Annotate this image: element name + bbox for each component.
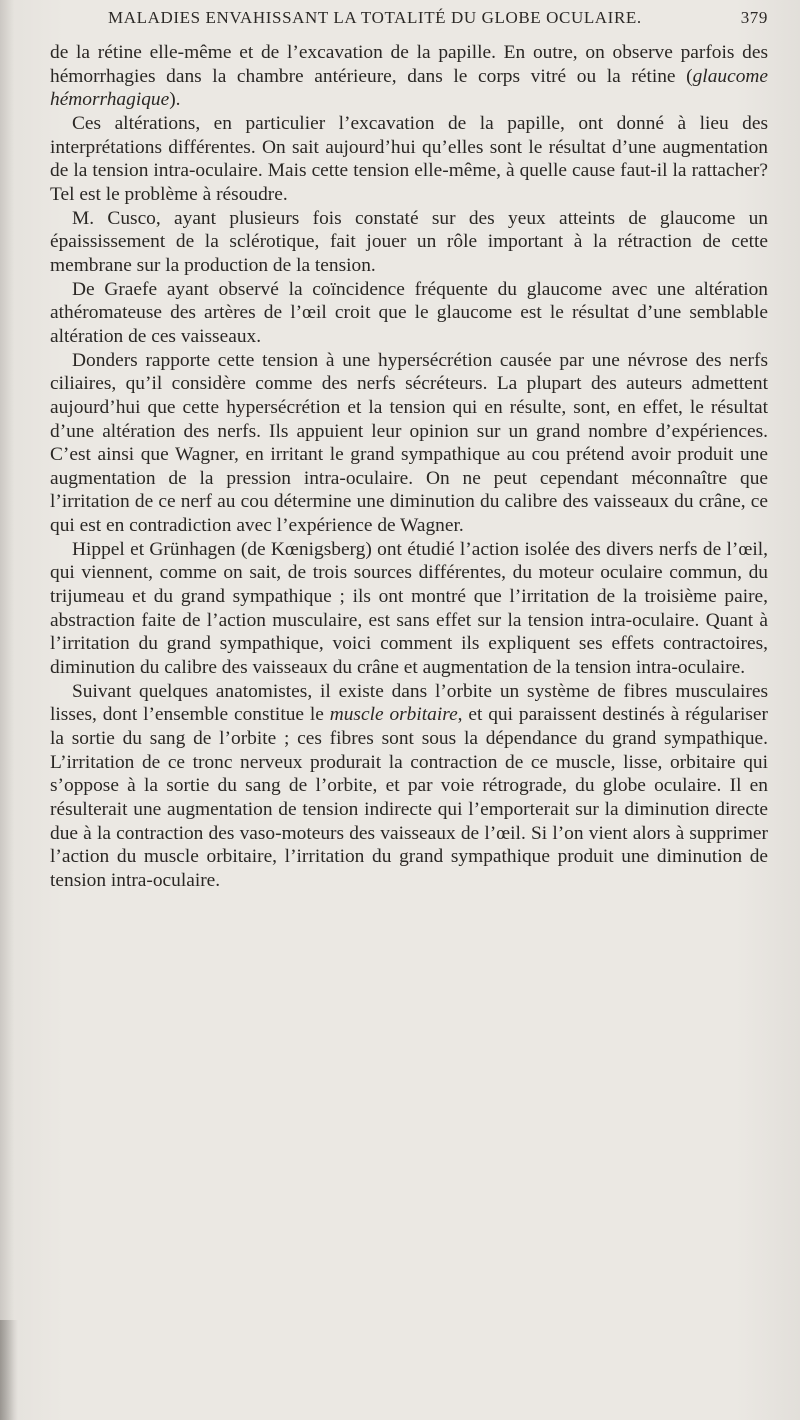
paragraph-7-text-b: , et qui paraissent destinés à régulariser la sortie du sang de l’orbite ; ces fibres sont sous la dépendance du grand sympathique. L’irritation de ce tronc nerveux produrait la contraction de ce muscle, lisse, orbitaire qui s’oppose à la sortie du sang de l’orbite, et par voie rétrograde, du globe oculaire. Il en résulterait une augmentation de tension indirecte qui l’emporterait sur la diminution directe due à la contraction des vaso-moteurs des vaisseaux de l’œil. Si l’on vient alors à supprimer l’action du muscle orbitaire, l’irritation du grand sympathique produit une diminution de tension intra-oculaire. (50, 704, 768, 891)
paragraph-2: Ces altérations, en particulier l’excavation de la papille, ont donné à lieu des interprétations différentes. On sait aujourd’hui qu’elles sont le résultat d’une augmentation de la tension intra-oculaire. Mais cette tension elle-même, à quelle cause faut-il la rattacher? Tel est le problème à résoudre. (50, 112, 768, 205)
paragraph-1-text-a: de la rétine elle-même et de l’excavation de la papille. En outre, on observe parfois des hémorrhagies dans la chambre antérieure, dans le corps vitré ou la rétine ( (50, 42, 768, 87)
body-text (50, 41, 768, 893)
paragraph-5: Donders rapporte cette tension à une hypersécrétion causée par une névrose des nerfs ciliaires, qu’il considère comme des nerfs sécréteurs. La plupart des auteurs admettent aujourd’hui que cette hypersécrétion et la tension qui en résulte, sont, en effet, le résultat d’une altération des nerfs. Ils appuient leur opinion sur un grand nombre d’expériences. C’est ainsi que Wagner, en irritant le grand sympathique au cou prétend avoir produit une augmentation de la pression intra-oculaire. On ne peut cependant méconnaître que l’irritation de ce nerf au cou détermine une diminution du calibre des vaisseaux du crâne, ce qui est en contradiction avec l’expérience de Wagner. (50, 349, 768, 537)
paragraph-4: De Graefe ayant observé la coïncidence fréquente du glaucome avec une altération athéromateuse des artères de l’œil croit que le glaucome est le résultat d’une semblable altération de ces vaisseaux. (50, 278, 768, 347)
paragraph-7 (50, 680, 768, 893)
binding-shadow (0, 0, 14, 1420)
paragraph-3: M. Cusco, ayant plusieurs fois constaté sur des yeux atteints de glaucome un épaississement de la sclérotique, fait jouer un rôle important à la rétraction de cette membrane sur la production de la tension. (50, 207, 768, 276)
paragraph-6: Hippel et Grünhagen (de Kœnigsberg) ont étudié l’action isolée des divers nerfs de l’œil, qui viennent, comme on sait, de trois sources différentes, du moteur oculaire commun, du trijumeau et du grand sympathique ; ils ont montré que l’irritation de la troisième paire, abstraction faite de l’action musculaire, est sans effet sur la tension intra-oculaire. Quant à l’irritation du grand sympathique, voici comment ils expliquent ses effets contractoires, diminution du calibre des vaisseaux du crâne et augmentation de la tension intra-oculaire. (50, 538, 768, 679)
page-edge-shadow (0, 1320, 18, 1420)
paragraph-1 (50, 41, 768, 112)
running-head (108, 8, 768, 34)
paragraph-7-text-a: Suivant quelques anatomistes, il existe dans l’orbite un système de fibres musculaires lisses, dont l’ensemble constitue le (50, 680, 768, 726)
page-number: 379 (740, 8, 768, 27)
paragraph-1-text-b: ). (169, 89, 181, 111)
running-title: MALADIES ENVAHISSANT LA TOTALITÉ DU GLOBE OCULAIRE. (108, 8, 642, 27)
paragraph-1-emphasis: glaucome hémorrhagique (50, 65, 768, 111)
paragraph-7-emphasis: muscle orbitaire (329, 704, 458, 726)
